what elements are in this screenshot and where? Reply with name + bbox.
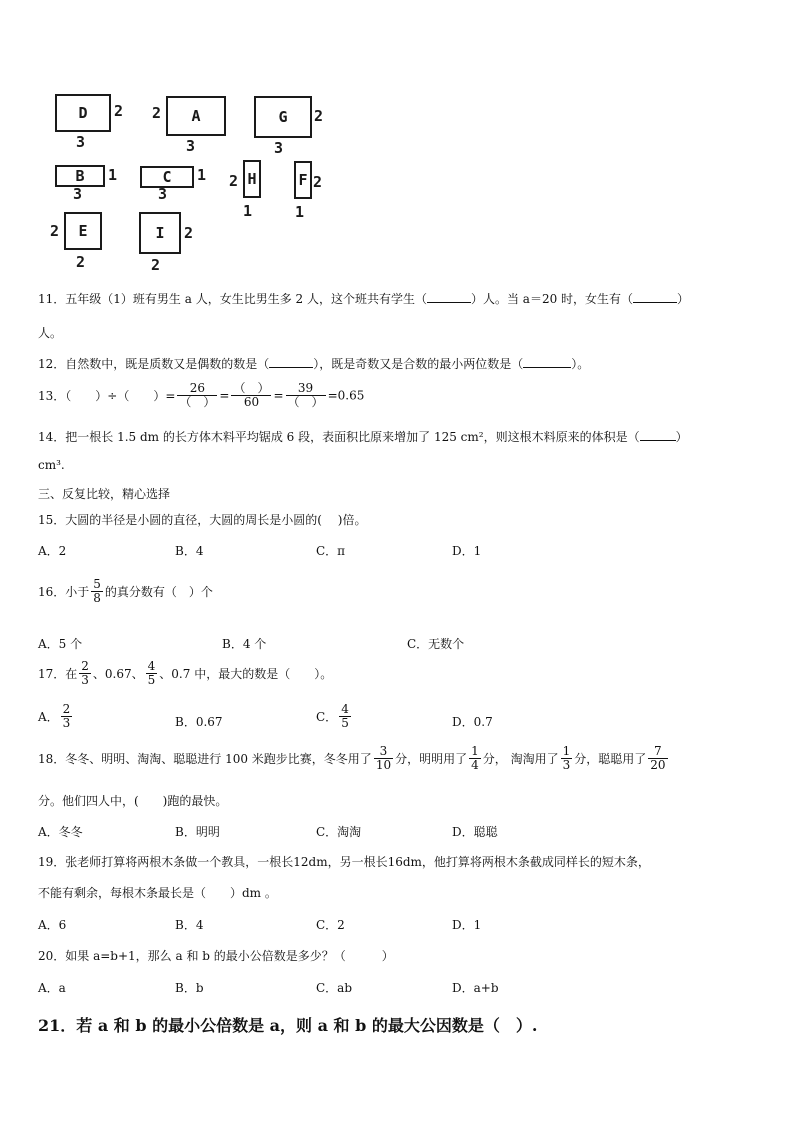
option-a[interactable]: A．5 个: [38, 637, 83, 651]
denominator: 5: [341, 716, 349, 730]
q12-text-c: ）。: [571, 357, 590, 371]
rect-label: B: [75, 167, 85, 185]
q11-continuation: 人。: [38, 326, 63, 340]
fraction: [91, 578, 103, 605]
denominator: 5: [147, 673, 156, 687]
rect-bottom-label: 1: [295, 203, 305, 221]
rect-i: [139, 212, 181, 254]
rect-bottom-label: 3: [274, 139, 284, 157]
question-16: [38, 578, 213, 605]
option-a[interactable]: A．2: [38, 544, 67, 558]
rect-label: G: [278, 108, 288, 126]
rect-e: [64, 212, 102, 250]
numerator: 2: [81, 659, 89, 673]
numerator: 1: [562, 744, 571, 758]
rect-label: F: [298, 171, 308, 189]
numerator: 1: [471, 744, 479, 758]
rect-bottom-label: 3: [186, 137, 196, 155]
answer-blank[interactable]: [427, 302, 471, 303]
q16-suffix: 的真分数有（ ）个: [104, 585, 213, 599]
option-c[interactable]: C．淘淘: [316, 825, 362, 839]
q18-text-c: 分， 淘淘用了: [482, 752, 559, 766]
numerator: 4: [147, 659, 156, 673]
rect-bottom-label: 1: [243, 202, 253, 220]
rect-left-label: 2: [152, 104, 162, 122]
rect-bottom-label: 2: [151, 256, 161, 274]
option-b[interactable]: B．明明: [175, 825, 220, 839]
rect-g: [254, 96, 312, 138]
q14-unit: cm³.: [38, 458, 65, 472]
rect-b: [55, 165, 105, 187]
question-11: [38, 290, 689, 307]
rect-bottom-label: 2: [76, 253, 86, 271]
denominator: （ ）: [179, 395, 216, 409]
numerator: 3: [374, 745, 393, 759]
rect-a: [166, 96, 226, 136]
option-c[interactable]: [316, 703, 353, 730]
q13-prefix: 13．（ ）÷（ ）=: [38, 389, 176, 403]
question-15: 15．大圆的半径是小圆的直径，大圆的周长是小圆的( )倍。: [38, 513, 367, 527]
question-19: 19．张老师打算将两根木条做一个教具，一根长12dm，另一根长16dm，他打算将两根木条截成同样长的短木条，: [38, 855, 650, 869]
rect-side-label: 1: [197, 166, 207, 184]
section-heading: 三、反复比较，精心选择: [38, 487, 171, 501]
option-c[interactable]: C．π: [316, 544, 346, 558]
fraction: [469, 745, 481, 772]
fraction: [339, 703, 351, 730]
q17-mid: 、0.67、: [92, 667, 144, 681]
numerator: 4: [341, 702, 349, 716]
option-d[interactable]: D．聪聪: [452, 825, 498, 839]
rect-label: D: [78, 104, 88, 122]
rect-side-label: 2: [114, 102, 124, 120]
denominator: 3: [81, 673, 89, 687]
rect-side-label: 2: [314, 107, 324, 125]
denominator: 3: [62, 716, 71, 730]
q14-text-a: 14．把一根长 1.5 dm 的长方体木料平均锯成 6 段，表面积比原来增加了 125 cm²，则这根木料原来的体积是（: [38, 430, 640, 444]
q11-text-b: ）人。当 a＝20 时，女生有（: [470, 292, 634, 306]
q11-text-a: 11．五年级（1）班有男生 a 人，女生比男生多 2 人，这个班共有学生（: [38, 292, 427, 306]
q19-continuation: 不能有剩余，每根木条最长是（ ）dm 。: [38, 886, 277, 900]
rect-bottom-label: 3: [73, 185, 83, 203]
fraction: [374, 745, 393, 772]
numerator: 5: [93, 577, 101, 591]
option-c[interactable]: C．2: [316, 918, 345, 932]
rect-label: A: [191, 107, 201, 125]
q18-text-b: 分，明明用了: [395, 752, 468, 766]
q12-text-b: ），既是奇数又是合数的最小两位数是（: [313, 357, 524, 371]
fraction: [177, 382, 217, 409]
fraction: [79, 660, 91, 687]
rect-side-label: 2: [184, 224, 194, 242]
rect-h: [243, 160, 261, 198]
rect-side-label: 1: [108, 166, 118, 184]
numerator: 26: [177, 382, 217, 396]
rect-label: I: [155, 224, 165, 242]
denominator: 3: [562, 758, 571, 772]
rect-left-label: 2: [50, 222, 60, 240]
option-c[interactable]: C．ab: [316, 981, 353, 995]
question-13: [38, 382, 364, 409]
numerator: （ ）: [233, 381, 270, 395]
option-a[interactable]: [38, 703, 74, 730]
q18-text-a: 18．冬冬、明明、淘淘、聪聪进行 100 米跑步比赛，冬冬用了: [38, 752, 372, 766]
rect-label: H: [247, 170, 257, 188]
option-a[interactable]: A．a: [38, 981, 66, 995]
fraction: [648, 745, 667, 772]
q14-text-b: ）: [675, 430, 688, 444]
denominator: 4: [471, 758, 479, 772]
rect-left-label: 2: [229, 172, 239, 190]
answer-blank[interactable]: [640, 440, 676, 441]
answer-blank[interactable]: [269, 367, 313, 368]
equals: =: [273, 388, 284, 403]
rect-bottom-label: 3: [158, 185, 168, 203]
question-20: 20．如果 a=b+1，那么 a 和 b 的最小公倍数是多少？（ ）: [38, 949, 394, 963]
q12-text-a: 12．自然数中，既是质数又是偶数的数是（: [38, 357, 270, 371]
rect-bottom-label: 3: [76, 133, 86, 151]
rect-label: E: [78, 222, 88, 240]
option-d[interactable]: D．0.7: [452, 715, 493, 729]
rect-side-label: 2: [313, 173, 323, 191]
option-letter: A．: [38, 710, 59, 724]
fraction: [286, 382, 326, 409]
numerator: 39: [286, 382, 326, 396]
fraction: [61, 703, 73, 730]
option-b[interactable]: B．4: [175, 544, 204, 558]
question-14: [38, 428, 688, 445]
option-b[interactable]: B．4: [175, 918, 204, 932]
denominator: （ ）: [287, 395, 324, 409]
rect-label: C: [162, 168, 172, 186]
q13-suffix: =0.65: [327, 388, 365, 403]
question-21: 21．若 a 和 b 的最小公倍数是 a，则 a 和 b 的最大公因数是（ ）.: [38, 1016, 538, 1035]
option-a[interactable]: A．冬冬: [38, 825, 83, 839]
option-letter: C．: [316, 710, 338, 724]
denominator: 60: [243, 395, 260, 409]
question-12: [38, 355, 589, 372]
option-b[interactable]: B．4 个: [222, 637, 267, 651]
q17-suffix: 、0.7 中，最大的数是（ ）。: [159, 667, 333, 681]
numerator: 7: [648, 745, 667, 759]
fraction: [231, 382, 271, 409]
answer-blank[interactable]: [523, 367, 571, 368]
rect-f: [294, 161, 312, 199]
denominator: 20: [650, 758, 666, 772]
denominator: 8: [93, 591, 101, 605]
q18-continuation: 分。他们四人中，( )跑的最快。: [38, 794, 228, 808]
numerator: 2: [62, 702, 71, 716]
option-b[interactable]: B．b: [175, 981, 204, 995]
question-18: [38, 745, 670, 772]
fraction: [561, 745, 573, 772]
question-17: [38, 660, 332, 687]
q17-prefix: 17．在: [38, 667, 78, 681]
option-d[interactable]: D．a+b: [452, 981, 499, 995]
option-d[interactable]: D．1: [452, 918, 482, 932]
equals: =: [219, 388, 230, 403]
denominator: 10: [375, 758, 392, 772]
option-d[interactable]: D．1: [452, 544, 482, 558]
q11-text-c: ）: [677, 292, 690, 306]
fraction: [146, 660, 158, 687]
option-c[interactable]: C．无数个: [407, 637, 465, 651]
option-b[interactable]: B．0.67: [175, 715, 223, 729]
answer-blank[interactable]: [633, 302, 677, 303]
rect-d: [55, 94, 111, 132]
q16-prefix: 16．小于: [38, 585, 90, 599]
q18-text-d: 分，聪聪用了: [574, 752, 647, 766]
option-a[interactable]: A．6: [38, 918, 67, 932]
